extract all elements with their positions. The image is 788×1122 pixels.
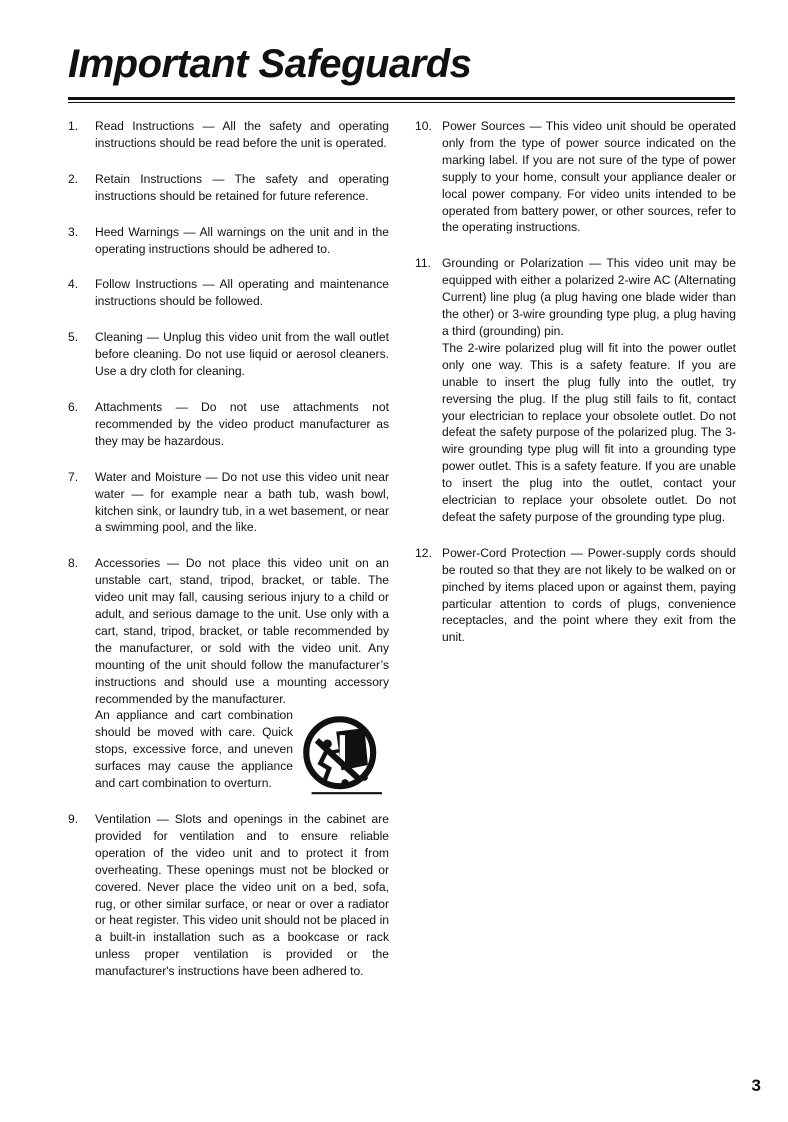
list-item bbox=[68, 171, 389, 205]
right-column bbox=[415, 118, 736, 646]
left-column bbox=[68, 118, 389, 980]
item-extra-text: An appliance and cart combination should be moved with care. Quick stops, excessive force, and uneven surfaces may cause the appliance and cart combination to overturn. bbox=[95, 708, 293, 791]
item-number: 11. bbox=[415, 256, 431, 271]
item-number: 9. bbox=[68, 812, 79, 826]
list-item bbox=[68, 276, 389, 310]
item-number: 7. bbox=[68, 469, 79, 484]
item-text: Power Sources — This video unit should be operated only from the type of power source indicated on the marking label. If you are not sure of the type of power supply to your home, consult your appliance dealer or local power company. For video units intended to be operated from battery power, or other sources, refer to the operating instructions. bbox=[442, 119, 736, 235]
list-item bbox=[68, 399, 389, 450]
item-number: 1. bbox=[68, 119, 79, 133]
title-rule-thin bbox=[68, 102, 735, 103]
item-text: Retain Instructions — The safety and operating instructions should be retained for future reference. bbox=[95, 171, 389, 203]
cart-tip-over-warning-icon bbox=[301, 713, 389, 803]
page-number: 3 bbox=[751, 1076, 761, 1095]
list-item bbox=[415, 545, 736, 646]
item-extra-text: The 2-wire polarized plug will fit into the power outlet only one way. This is a safety feature. If you are unable to insert the plug fully into the outlet, try reversing the plug. If the plug still fails to fit, contact your electrician to replace your obsolete outlet. Do not defeat the safety purpose of the polarized plug. The 3-wire grounding type plug will fit into a grounding type power outlet. This is a safety feature. If you are unable to insert the plug into the outlet, contact your electrician to replace your obsolete outlet. Do not defeat the safety purpose of the grounding type plug. bbox=[442, 340, 736, 524]
item-text: Power-Cord Protection — Power-supply cords should be routed so that they are not likely to be walked on or pinched by items placed upon or against them, paying particular attention to cords of plugs, convenience receptacles, and the point where they exit from the unit. bbox=[442, 545, 736, 645]
item-number: 5. bbox=[68, 330, 79, 345]
item-text: Grounding or Polarization — This video unit may be equipped with either a polarized 2-wire AC (Alternating Current) line plug (a plug having one blade wider than the other) or 3-wire grounding type plug, a plug having a third (grounding) pin. bbox=[442, 256, 736, 338]
item-number: 10. bbox=[415, 119, 432, 133]
item-text: Cleaning — Unplug this video unit from the wall outlet before cleaning. Do not use liquid or aerosol cleaners. Use a dry cloth for cleaning. bbox=[95, 330, 389, 379]
item-number: 12. bbox=[415, 545, 432, 560]
item-number: 6. bbox=[68, 399, 79, 414]
item-text: Follow Instructions — All operating and maintenance instructions should be followed. bbox=[95, 277, 389, 309]
item-number: 3. bbox=[68, 224, 79, 239]
item-text: Attachments — Do not use attachments not recommended by the video product manufacturer as they may be hazardous. bbox=[95, 399, 389, 448]
item-text: Ventilation — Slots and openings in the cabinet are provided for ventilation and to ensure reliable operation of the video unit and to protect it from overheating. These openings must not be blocked or covered. Never place the video unit on a bed, sofa, rug, or other similar surface, or near or over a radiator or heat register. This video unit should not be placed in a built-in installation such as a bookcase or rack unless proper ventilation is provided or the manufacturer's instructions have been adhered to. bbox=[95, 812, 389, 979]
list-item bbox=[415, 255, 736, 526]
item-number: 2. bbox=[68, 171, 79, 186]
item-number: 8. bbox=[68, 556, 79, 571]
list-item bbox=[68, 224, 389, 258]
title-rule-thick bbox=[68, 97, 735, 100]
item-text: Read Instructions — All the safety and operating instructions should be read before the unit is operated. bbox=[95, 119, 389, 150]
item-number: 4. bbox=[68, 277, 79, 292]
list-item bbox=[68, 118, 389, 152]
list-item bbox=[68, 329, 389, 380]
page-title: Important Safeguards bbox=[68, 42, 472, 86]
list-item bbox=[68, 469, 389, 537]
item-text: Heed Warnings — All warnings on the unit and in the operating instructions should be adhered to. bbox=[95, 224, 389, 256]
list-item bbox=[415, 118, 736, 236]
item-text: Water and Moisture — Do not use this video unit near water — for example near a bath tub, wash bowl, kitchen sink, or laundry tub, in a wet basement, or near a swimming pool, and the like. bbox=[95, 469, 389, 535]
list-item bbox=[68, 811, 389, 980]
list-item bbox=[68, 555, 389, 792]
item-text: Accessories — Do not place this video unit on an unstable cart, stand, tripod, bracket, or table. The video unit may fall, causing serious injury to a child or adult, and serious damage to the unit. Use only with a cart, stand, tripod, bracket, or table recommended by the manufacturer, or sold with the video unit. Any mounting of the unit should follow the manufacturer’s instructions and should use a mounting accessory recommended by the manufacturer. bbox=[95, 556, 389, 706]
